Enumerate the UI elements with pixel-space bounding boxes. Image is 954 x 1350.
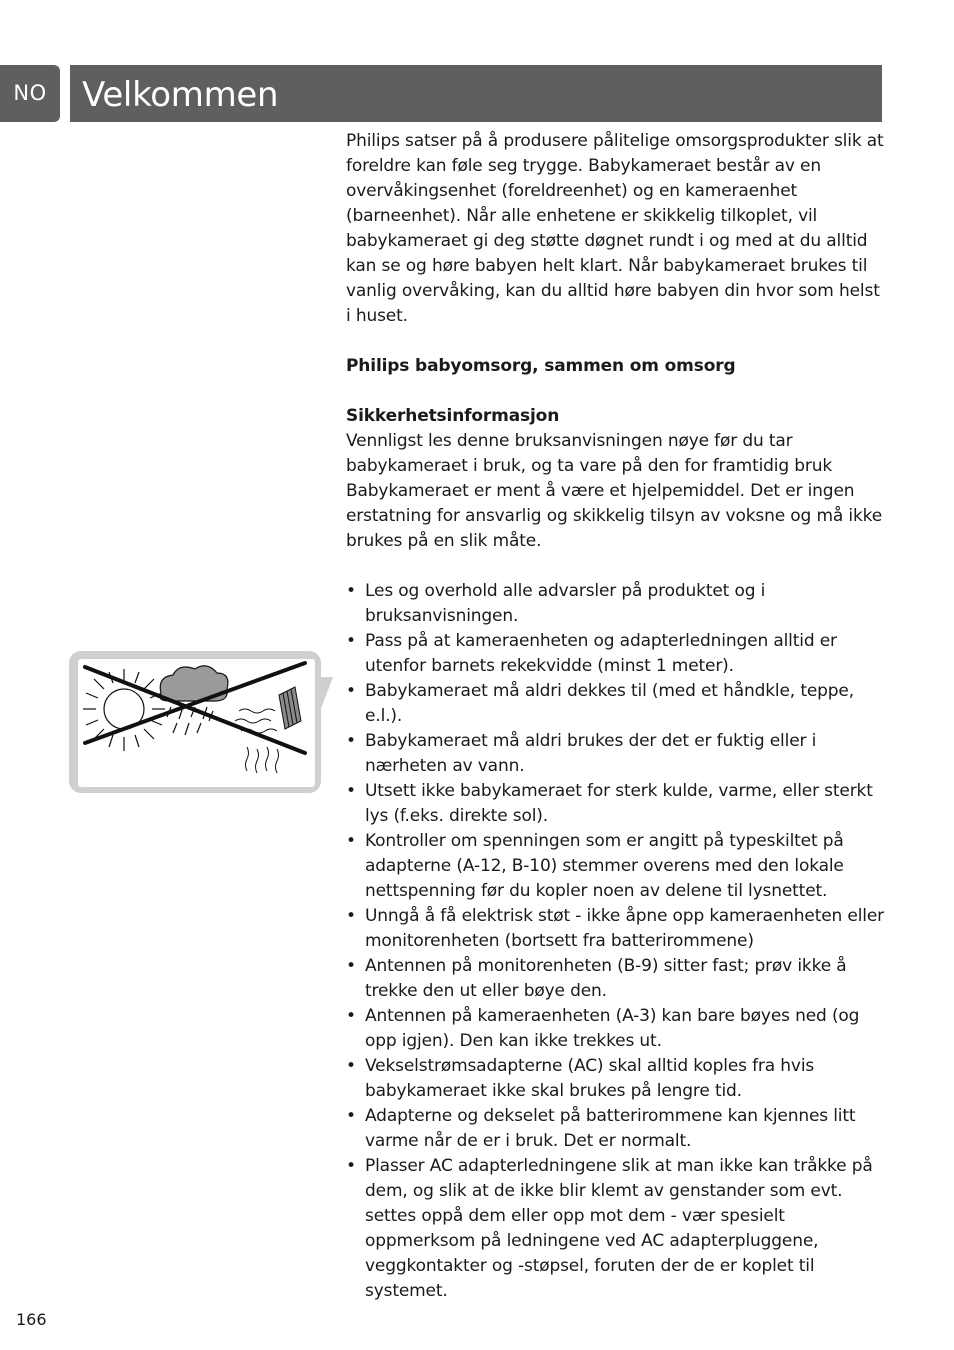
- safety-heading: Sikkerhetsinformasjon: [346, 406, 560, 426]
- bullet-icon: •: [346, 1106, 356, 1126]
- bullet-icon: •: [346, 731, 356, 751]
- bullet-icon: •: [346, 681, 356, 701]
- safety-list-item: [346, 954, 886, 1004]
- page-number: 166: [16, 1310, 47, 1329]
- bullet-icon: •: [346, 1006, 356, 1026]
- bullet-icon: •: [346, 581, 356, 601]
- safety-list-item-text: Antennen på monitorenheten (B-9) sitter fast; prøv ikke å trekke den ut eller bøye den.: [365, 956, 847, 1001]
- safety-list-item: [346, 729, 886, 779]
- safety-list-item: [346, 829, 886, 904]
- bullet-icon: •: [346, 956, 356, 976]
- safety-list-item-text: Adapterne og dekselet på batterirommene kan kjennes litt varme når de er i bruk. Det er normalt.: [365, 1106, 856, 1151]
- safety-list-item: [346, 779, 886, 829]
- safety-list: [346, 579, 886, 1304]
- bullet-icon: •: [346, 1056, 356, 1076]
- bullet-icon: •: [346, 781, 356, 801]
- bullet-icon: •: [346, 631, 356, 651]
- safety-list-item: [346, 1054, 886, 1104]
- safety-list-item-text: Kontroller om spenningen som er angitt på typeskiltet på adapterne (A-12, B-10) stemmer overens med den lokale nettspenning før du kopler noen av delene til lysnettet.: [365, 831, 844, 901]
- safety-intro: Vennligst les denne bruksanvisningen nøye før du tar babykameraet i bruk, og ta vare på den for framtidig bruk Babykameraet er ment å være et hjelpemiddel. Det er ingen erstatning for ansvarlig og skikkelig tilsyn av voksne og må ikke brukes på en slik måte.: [346, 431, 883, 551]
- safety-list-item-text: Plasser AC adapterledningene slik at man ikke kan tråkke på dem, og slik at de ikke blir klemt av genstander som evt. settes oppå dem eller opp mot dem - vær spesielt oppmerksom på ledningene ved AC adapterpluggene, veggkontakter og -støpsel, foruten der de er koplet til systemet.: [365, 1156, 873, 1301]
- safety-list-item: [346, 1104, 886, 1154]
- bullet-icon: •: [346, 906, 356, 926]
- safety-list-item-text: Les og overhold alle advarsler på produktet og i bruksanvisningen.: [365, 581, 766, 626]
- safety-list-item-text: Unngå å få elektrisk støt - ikke åpne opp kameraenheten eller monitorenheten (bortsett fra batterirommene): [365, 906, 884, 951]
- safety-list-item: [346, 629, 886, 679]
- safety-list-item-text: Antennen på kameraenheten (A-3) kan bare bøyes ned (og opp igjen). Den kan ikke trekkes ut.: [365, 1006, 860, 1051]
- safety-list-item: [346, 579, 886, 629]
- bullet-icon: •: [346, 1156, 356, 1176]
- safety-list-item: [346, 1004, 886, 1054]
- safety-list-item-text: Utsett ikke babykameraet for sterk kulde, varme, eller sterkt lys (f.eks. direkte sol).: [365, 781, 873, 826]
- page-title: Velkommen: [82, 75, 279, 115]
- safety-list-item: [346, 904, 886, 954]
- no-sun-rain-heat-icon: [69, 651, 335, 793]
- safety-list-item-text: Pass på at kameraenheten og adapterledningen alltid er utenfor barnets rekekvidde (minst 1 meter).: [365, 631, 837, 676]
- slogan: Philips babyomsorg, sammen om omsorg: [346, 356, 736, 376]
- language-tab: NO: [0, 65, 60, 122]
- intro-paragraph: Philips satser på å produsere pålitelige omsorgsprodukter slik at foreldre kan føle seg trygge. Babykameraet består av en overvåkingsenhet (foreldreenhet) og en kameraenhet (barneenhet). Når alle enhetene er skikkelig tilkoplet, vil babykameraet gi deg støtte døgnet rundt i og med at du alltid kan se og høre babyen helt klart. Når babykameraet brukes til vanlig overvåking, kan du alltid høre babyen din hvor som helst i huset.: [346, 131, 884, 326]
- main-content: [346, 129, 886, 1304]
- bullet-icon: •: [346, 831, 356, 851]
- title-bar: [70, 65, 882, 122]
- warning-illustration: [69, 651, 335, 793]
- safety-list-item: [346, 1154, 886, 1304]
- safety-list-item-text: Vekselstrømsadapterne (AC) skal alltid koples fra hvis babykameraet ikke skal brukes på lengre tid.: [365, 1056, 815, 1101]
- safety-list-item-text: Babykameraet må aldri dekkes til (med et håndkle, teppe, e.l.).: [365, 681, 854, 726]
- safety-list-item: [346, 679, 886, 729]
- safety-list-item-text: Babykameraet må aldri brukes der det er fuktig eller i nærheten av vann.: [365, 731, 817, 776]
